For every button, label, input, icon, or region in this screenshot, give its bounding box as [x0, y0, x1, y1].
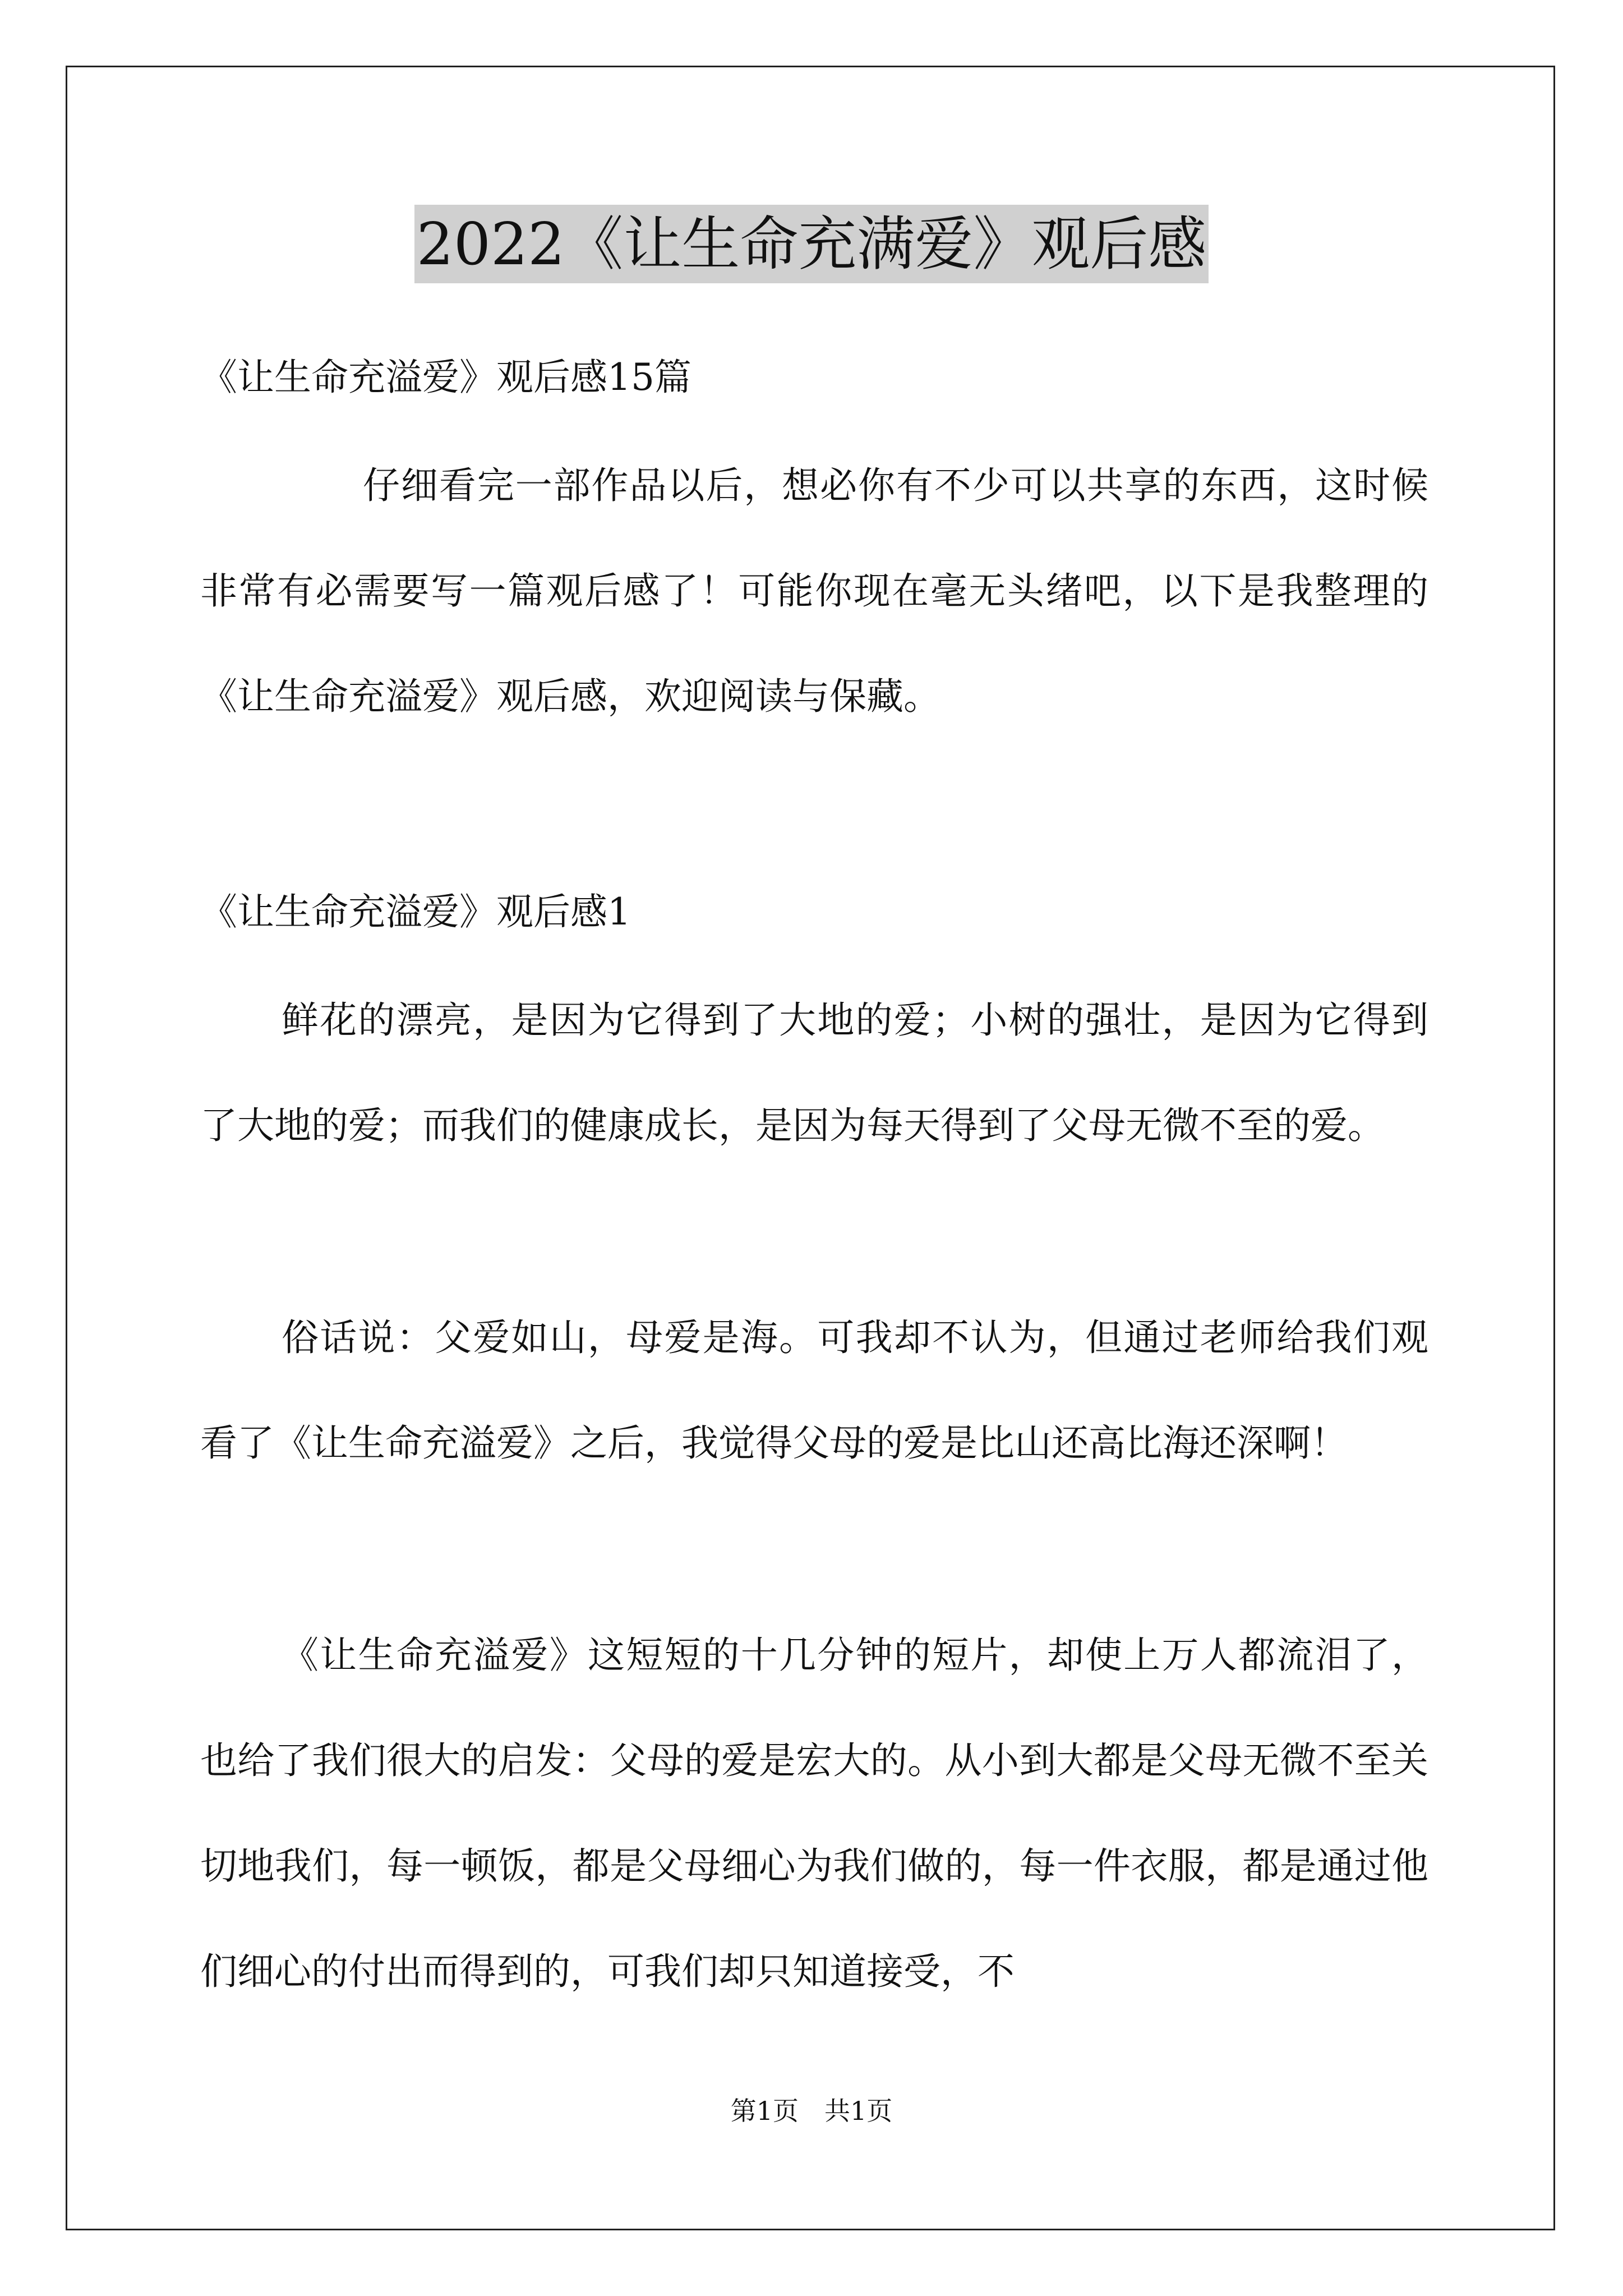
section-heading: 《让生命充溢爱》观后感1 — [200, 890, 631, 933]
title-container — [0, 205, 1623, 283]
intro-paragraph: 仔细看完一部作品以后，想必你有不少可以共享的东西，这时候非常有必需要写一篇观后感了！可能你现在毫无头绪吧，以下是我整理的《让生命充溢爱》观后感，欢迎阅读与保藏。 — [200, 464, 1428, 718]
subtitle: 《让生命充溢爱》观后感15篇 — [200, 356, 691, 399]
body-paragraph-2: 俗话说：父爱如山，母爱是海。可我却不认为，但通过老师给我们观看了《让生命充溢爱》之后，我觉得父母的爱是比山还高比海还深啊！ — [200, 1316, 1428, 1465]
document-title: 2022《让生命充满爱》观后感 — [414, 205, 1209, 283]
body-paragraph-3: 《让生命充溢爱》这短短的十几分钟的短片，却使上万人都流泪了，也给了我们很大的启发：父母的爱是宏大的。从小到大都是父母无微不至关切地我们，每一顿饭，都是父母细心为我们做的，每一件衣服，都是通过他们细心的付出而得到的，可我们却只知道接受，不 — [200, 1634, 1428, 1993]
body-paragraph-1: 鲜花的漂亮，是因为它得到了大地的爱；小树的强壮，是因为它得到了大地的爱；而我们的健康成长，是因为每天得到了父母无微不至的爱。 — [200, 999, 1428, 1147]
page-footer: 第1页 共1页 — [730, 2096, 893, 2126]
